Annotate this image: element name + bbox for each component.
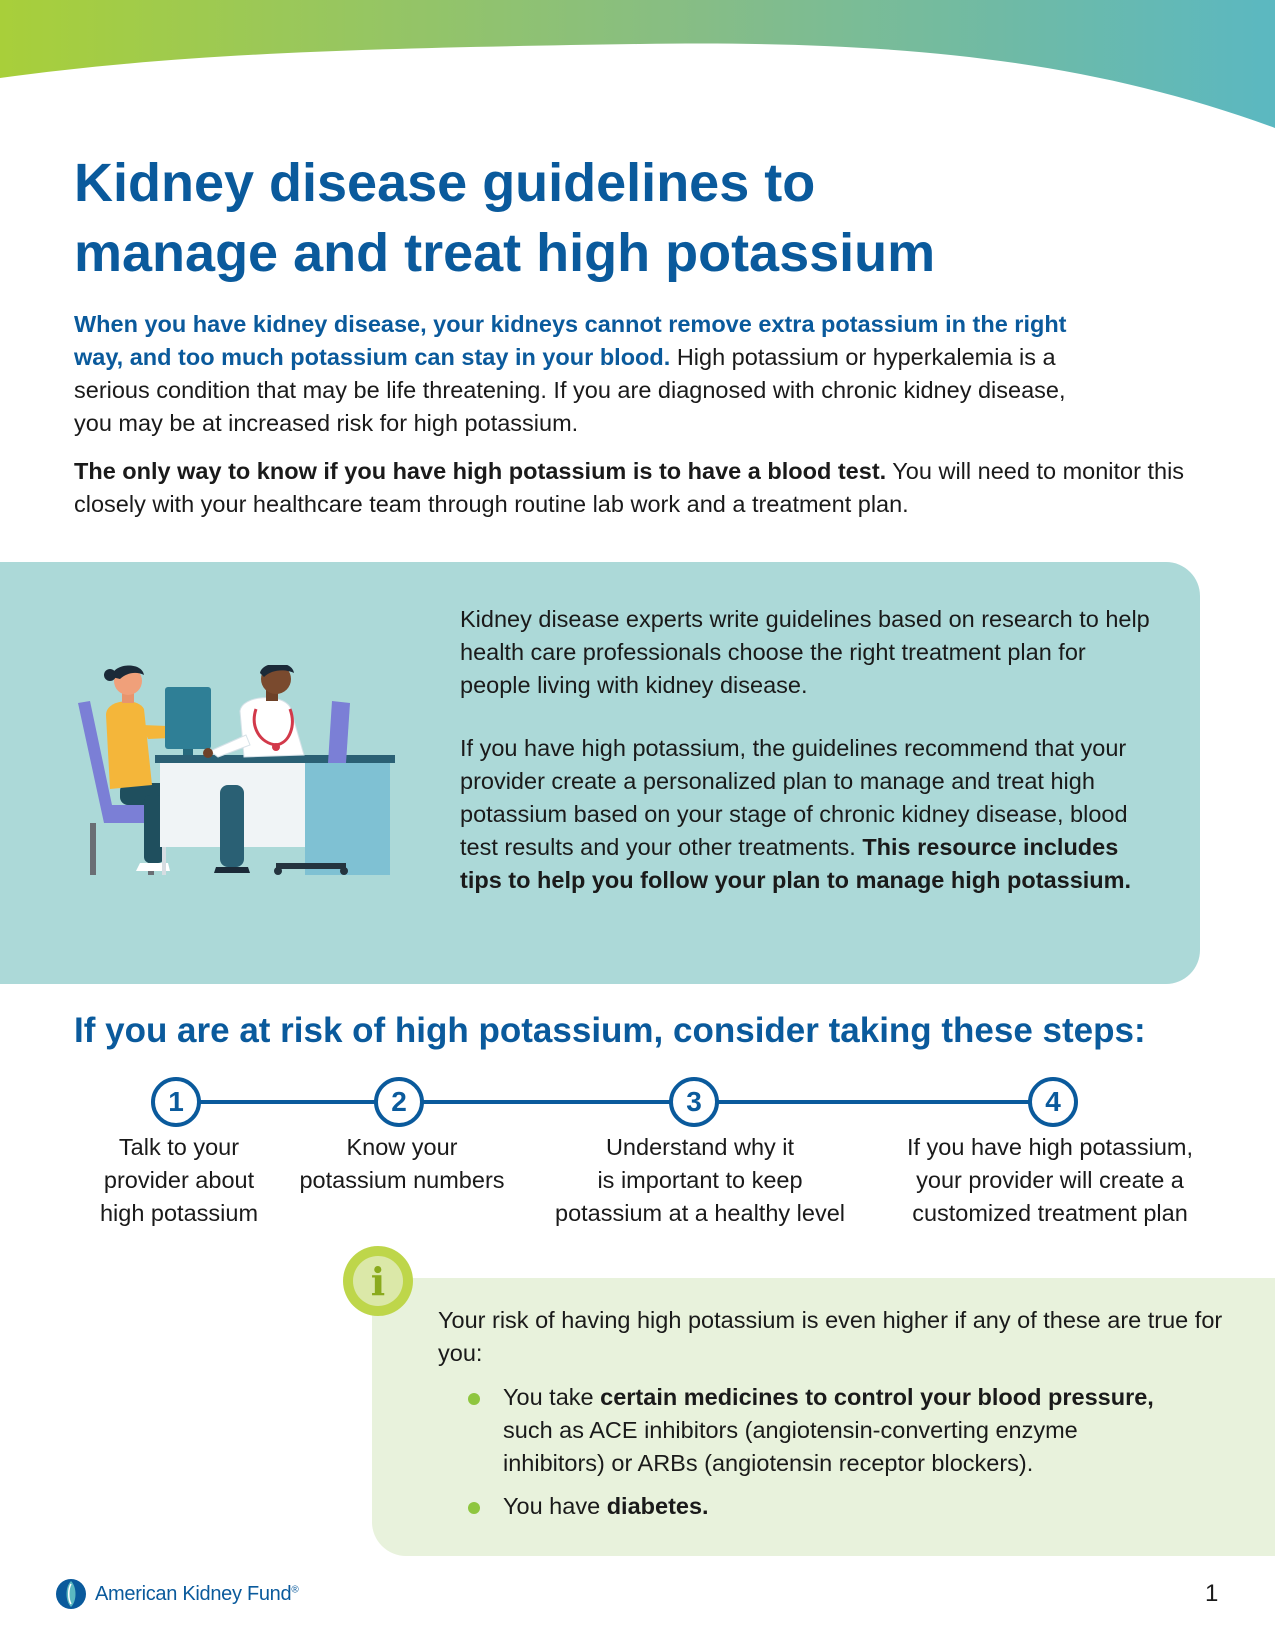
title-line-1: Kidney disease guidelines to [74, 153, 816, 213]
page-title [74, 148, 1174, 288]
risk-intro: Your risk of having high potassium is even higher if any of these are true for you: [438, 1307, 1223, 1366]
intro-lead: When you have kidney disease, your kidneys cannot remove extra potassium in the right way, and too much potassium can stay in your blood. [74, 311, 1067, 370]
step-1-text: Talk to your provider about high potassium [99, 1134, 259, 1226]
logo-text [95, 1583, 298, 1606]
step-1-number: 1 [151, 1077, 201, 1127]
step-3-number: 3 [669, 1077, 719, 1127]
risk-1-pre: You take [503, 1384, 601, 1410]
intro-paragraph [74, 308, 1094, 440]
risk-2-pre: You have [503, 1493, 607, 1519]
intro-body: High potassium or hyperkalemia is a serious condition that may be life threatening. If you are diagnosed with chronic kidney disease, you may be at increased risk for high potassium. [74, 344, 1066, 436]
header-wave-decoration [0, 0, 1275, 140]
risk-1-bold: certain medicines to control your blood pressure, [600, 1384, 1154, 1410]
guidelines-text [460, 603, 1160, 927]
steps-connector-line [178, 1100, 1056, 1104]
info-icon [343, 1246, 413, 1316]
blood-test-paragraph [74, 455, 1204, 521]
title-line-2: manage and treat high potassium [74, 223, 936, 283]
blood-test-body: You will need to monitor this closely with your healthcare team through routine lab work and a treatment plan. [74, 458, 1185, 517]
guidelines-para-2-body: If you have high potassium, the guidelines recommend that your provider create a personalized plan to manage and treat high potassium based on your stage of chronic kidney disease, blood test results and your other treatments. [460, 735, 1128, 860]
kidney-logo-icon [55, 1578, 87, 1610]
blood-test-lead: The only way to know if you have high potassium is to have a blood test. [74, 458, 887, 484]
list-item [465, 1381, 1185, 1480]
info-icon-glyph: i [353, 1256, 403, 1306]
step-2-text: Know your potassium numbers [299, 1134, 505, 1193]
steps-heading: If you are at risk of high potassium, consider taking these steps: [74, 1011, 1146, 1050]
guidelines-para-2-bold: This resource includes tips to help you follow your plan to manage high potassium. [460, 834, 1132, 893]
page-number: 1 [1205, 1580, 1219, 1607]
list-item [465, 1490, 1185, 1523]
logo-name: American Kidney Fund [95, 1582, 292, 1605]
guidelines-para-2 [460, 732, 1160, 897]
bullet-icon [468, 1502, 480, 1514]
risk-2-bold: diabetes. [606, 1493, 709, 1519]
bullet-icon [468, 1393, 480, 1405]
logo-registered-mark: ® [291, 1583, 299, 1595]
risk-list [465, 1381, 1185, 1533]
akf-logo [55, 1576, 298, 1612]
step-4-text: If you have high potassium, your provider will create a customized treatment plan [906, 1134, 1194, 1226]
step-3-text: Understand why it is important to keep potassium at a healthy level [555, 1134, 845, 1226]
risk-1-post: such as ACE inhibitors (angiotensin-converting enzyme inhibitors) or ARBs (angiotensin receptor blockers). [503, 1417, 1078, 1476]
step-2-number: 2 [374, 1077, 424, 1127]
guidelines-para-1: Kidney disease experts write guidelines based on research to help health care professionals choose the right treatment plan for people living with kidney disease. [460, 606, 1150, 698]
step-4-number: 4 [1028, 1077, 1078, 1127]
doctor-patient-illustration [70, 665, 420, 925]
